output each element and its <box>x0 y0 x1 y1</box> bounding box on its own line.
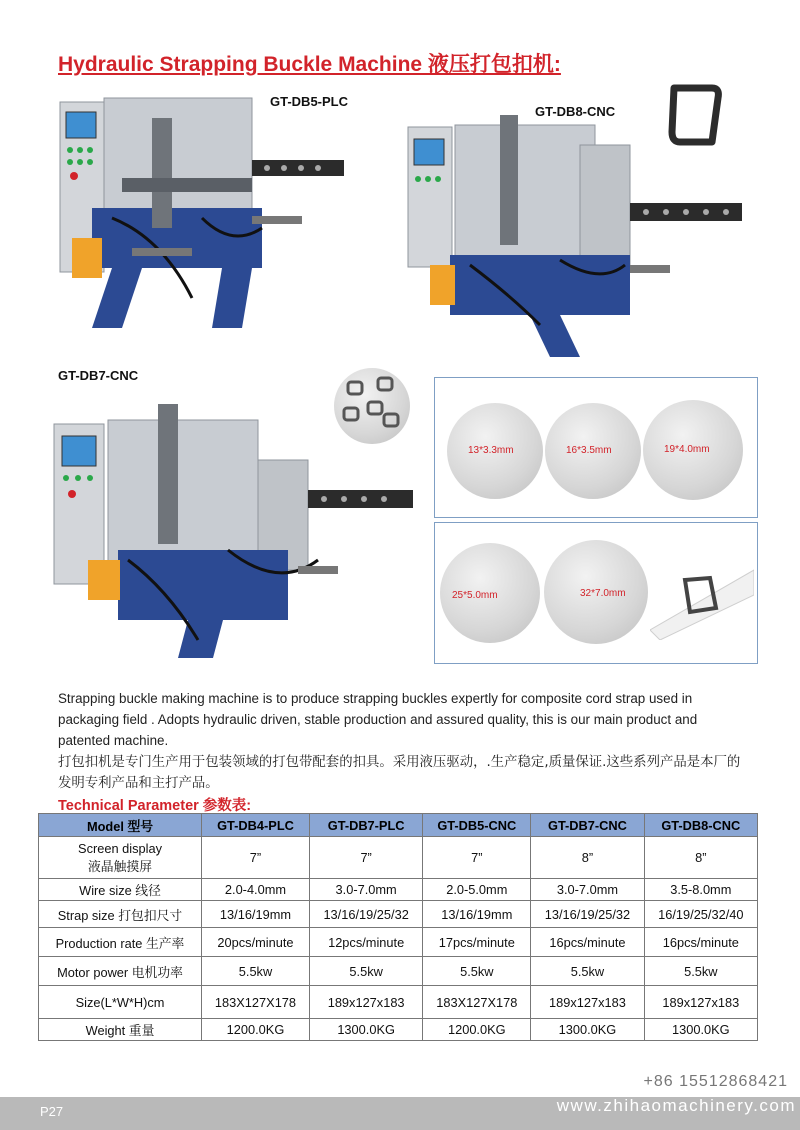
row-label: Strap size 打包扣尺寸 <box>39 901 202 928</box>
table-cell: 16pcs/minute <box>531 928 644 957</box>
row-label-en: Screen display <box>78 840 162 856</box>
table-cell: 2.0-4.0mm <box>202 879 310 901</box>
header-gt-db4-plc: GT-DB4-PLC <box>202 814 310 837</box>
header-model: Model 型号 <box>39 814 202 837</box>
row-label: Production rate 生产率 <box>39 928 202 957</box>
table-cell: 1300.0KG <box>309 1019 422 1041</box>
header-gt-db7-plc: GT-DB7-PLC <box>309 814 422 837</box>
page-number: P27 <box>40 1104 64 1119</box>
table-cell: 17pcs/minute <box>423 928 531 957</box>
sample-label-32: 32*7.0mm <box>580 588 626 599</box>
row-label <box>39 837 202 879</box>
table-cell: 7” <box>309 837 422 879</box>
table-cell: 183X127X178 <box>202 986 310 1019</box>
table-cell: 8” <box>531 837 644 879</box>
table-cell: 2.0-5.0mm <box>423 879 531 901</box>
table-cell: 183X127X178 <box>423 986 531 1019</box>
table-cell: 189x127x183 <box>531 986 644 1019</box>
table-cell: 5.5kw <box>423 957 531 986</box>
table-cell: 5.5kw <box>531 957 644 986</box>
machine-label-db7-cnc: GT-DB7-CNC <box>58 368 139 383</box>
buckle-icon <box>660 82 730 152</box>
table-cell: 20pcs/minute <box>202 928 310 957</box>
table-cell: 1300.0KG <box>644 1019 757 1041</box>
description-english: Strapping buckle making machine is to produce strapping buckles expertly for composite cord strap used in packaging field . Adopts hydraulic driven, stable production and assured quality, this is our main product and patented machine. <box>58 691 698 748</box>
table-cell: 1200.0KG <box>423 1019 531 1041</box>
machine-label-db8-cnc: GT-DB8-CNC <box>535 104 616 119</box>
description-chinese: 打包扣机是专门生产用于包装领域的打包带配套的扣具。采用液压驱动，.生产稳定,质量保证.这些系列产品是本厂的发明专利产品和主打产品。 <box>58 755 741 791</box>
table-cell: 12pcs/minute <box>309 928 422 957</box>
table-cell: 8” <box>644 837 757 879</box>
table-cell: 16pcs/minute <box>644 928 757 957</box>
contact-phone: +86 15512868421 <box>643 1073 788 1090</box>
table-row-screen <box>39 837 758 879</box>
table-row-weight <box>39 1019 758 1041</box>
table-cell: 3.5-8.0mm <box>644 879 757 901</box>
table-cell: 189x127x183 <box>644 986 757 1019</box>
machine-label-db5-plc: GT-DB5-PLC <box>270 94 348 109</box>
page-title: Hydraulic Strapping Buckle Machine 液压打包扣机: <box>58 53 561 76</box>
row-label: Motor power 电机功率 <box>39 957 202 986</box>
table-cell: 13/16/19mm <box>423 901 531 928</box>
sample-label-13: 13*3.3mm <box>468 445 514 456</box>
row-label-cn: 液晶触摸屏 <box>88 858 152 874</box>
header-gt-db8-cnc: GT-DB8-CNC <box>644 814 757 837</box>
table-cell: 3.0-7.0mm <box>531 879 644 901</box>
table-cell: 7” <box>202 837 310 879</box>
sample-label-16: 16*3.5mm <box>566 445 612 456</box>
table-cell: 5.5kw <box>202 957 310 986</box>
table-cell: 13/16/19/25/32 <box>531 901 644 928</box>
table-header-row <box>39 814 758 837</box>
technical-parameter-table <box>38 813 758 1041</box>
table-cell: 5.5kw <box>644 957 757 986</box>
sample-label-25: 25*5.0mm <box>452 590 498 601</box>
table-cell: 16/19/25/32/40 <box>644 901 757 928</box>
row-label: Size(L*W*H)cm <box>39 986 202 1019</box>
sample-label-19: 19*4.0mm <box>664 444 710 455</box>
website-url: www.zhihaomachinery.com <box>556 1096 796 1115</box>
row-label: Wire size 线径 <box>39 879 202 901</box>
machine-photo-db5-plc <box>52 88 352 328</box>
table-row-wire <box>39 879 758 901</box>
table-cell: 13/16/19/25/32 <box>309 901 422 928</box>
header-gt-db5-cnc: GT-DB5-CNC <box>423 814 531 837</box>
table-cell: 1200.0KG <box>202 1019 310 1041</box>
strap-with-buckle-photo <box>650 550 754 640</box>
buckle-sample-disc-small <box>334 368 410 444</box>
table-row-motor <box>39 957 758 986</box>
table-cell: 3.0-7.0mm <box>309 879 422 901</box>
table-cell: 7” <box>423 837 531 879</box>
buckle-icons <box>334 368 410 444</box>
table-cell: 1300.0KG <box>531 1019 644 1041</box>
table-row-size <box>39 986 758 1019</box>
table-title: Technical Parameter 参数表: <box>58 798 252 814</box>
table-cell: 189x127x183 <box>309 986 422 1019</box>
table-row-production <box>39 928 758 957</box>
table-cell: 13/16/19mm <box>202 901 310 928</box>
table-cell: 5.5kw <box>309 957 422 986</box>
table-row-strap <box>39 901 758 928</box>
header-gt-db7-cnc: GT-DB7-CNC <box>531 814 644 837</box>
row-label: Weight 重量 <box>39 1019 202 1041</box>
